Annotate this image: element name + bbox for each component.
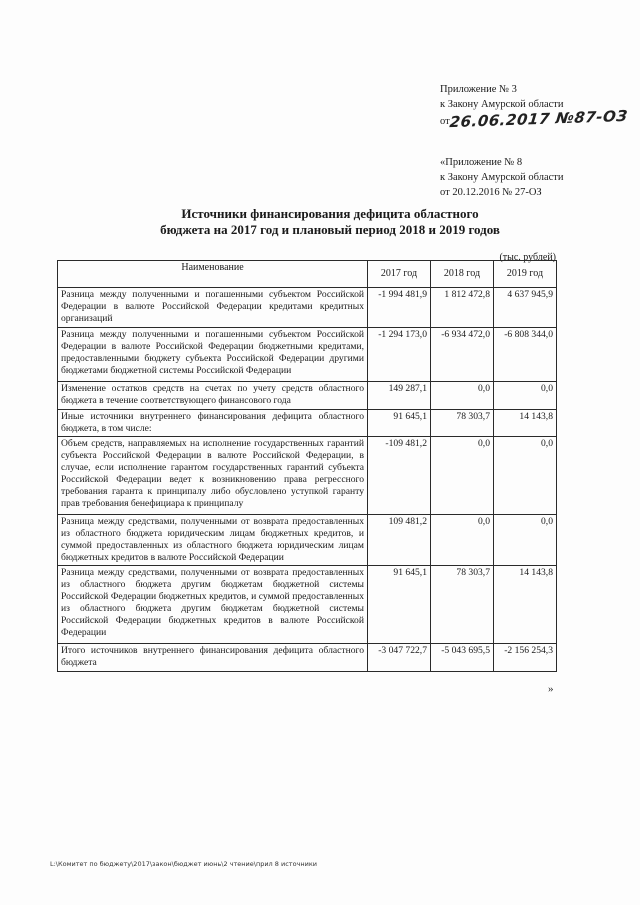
row-name: Разница между полученными и погашенными субъектом Российской Федерации в валюте Российской Федерации бюджетными кредитами, предоставленными бюджету субъекта Российской Федерации другими бюджетами бюджетной системы Российской Федерации	[58, 328, 368, 382]
row-2018: 0,0	[431, 382, 494, 410]
title-line-2: бюджета на 2017 год и плановый период 2018 и 2019 годов	[160, 222, 500, 237]
row-2018: 78 303,7	[431, 410, 494, 437]
row-2018: -5 043 695,5	[431, 644, 494, 672]
row-2018: 0,0	[431, 437, 494, 515]
row-2019: 0,0	[494, 382, 557, 410]
appendix-number: Приложение № 3	[440, 84, 517, 95]
row-2019: 14 143,8	[494, 566, 557, 644]
table-row	[58, 382, 557, 410]
header-2017: 2017 год	[368, 261, 431, 288]
row-2017: -1 294 173,0	[368, 328, 431, 382]
previous-law-date: от 20.12.2016 № 27-ОЗ	[440, 187, 542, 198]
table-row	[58, 437, 557, 515]
header-2019: 2019 год	[494, 261, 557, 288]
law-reference: к Закону Амурской области	[440, 99, 564, 110]
row-2018: 0,0	[431, 515, 494, 566]
financing-sources-table	[57, 260, 557, 672]
row-2018: -6 934 472,0	[431, 328, 494, 382]
table-row	[58, 566, 557, 644]
row-2017: 91 645,1	[368, 566, 431, 644]
row-2017: -3 047 722,7	[368, 644, 431, 672]
row-2019: 4 637 945,9	[494, 288, 557, 328]
row-2019: 14 143,8	[494, 410, 557, 437]
document-title	[100, 206, 560, 238]
row-2017: -109 481,2	[368, 437, 431, 515]
row-name: Разница между средствами, полученными от возврата предоставленных из областного бюджета юридическим лицам бюджетных кредитов, и суммой предоставленных из областного бюджета юридическим лицам бюджетных кредитов в валюте Российской Федерации	[58, 515, 368, 566]
row-2017: 149 287,1	[368, 382, 431, 410]
row-2019: -2 156 254,3	[494, 644, 557, 672]
handwritten-date-number: 26.06.2017 №87-ОЗ	[448, 106, 629, 132]
appendix-header	[440, 82, 630, 200]
table-row	[58, 328, 557, 382]
row-name: Изменение остатков средств на счетах по учету средств областного бюджета в течение соответствующего финансового года	[58, 382, 368, 410]
row-2018: 1 812 472,8	[431, 288, 494, 328]
date-prefix: от	[440, 116, 450, 127]
table-row-total	[58, 644, 557, 672]
header-2018: 2018 год	[431, 261, 494, 288]
table-row	[58, 515, 557, 566]
row-name: Разница между полученными и погашенными субъектом Российской Федерации в валюте Российской Федерации кредитами кредитных организаций	[58, 288, 368, 328]
row-2017: 91 645,1	[368, 410, 431, 437]
table-header-row	[58, 261, 557, 288]
row-2018: 78 303,7	[431, 566, 494, 644]
row-2019: 0,0	[494, 437, 557, 515]
row-2017: 109 481,2	[368, 515, 431, 566]
table-row	[58, 288, 557, 328]
law-date-line	[440, 106, 630, 132]
row-name: Объем средств, направляемых на исполнение государственных гарантий субъекта Российской Федерации в валюте Российской Федерации, в случае, если исполнение гарантом государственных гарантий субъекта Российской Федерации ведет к возникновению права регрессного требования гаранта к принципалу либо обусловлено уступкой гаранту прав требования бенефициара к принципалу	[58, 437, 368, 515]
row-name: Разница между средствами, полученными от возврата предоставленных из областного бюджета другим бюджетам бюджетной системы Российской Федерации бюджетных кредитов, и суммой предоставленных из областного бюджета другим бюджетам бюджетной системы Российской Федерации бюджетных кредитов в валюте Российской Федерации	[58, 566, 368, 644]
row-2019: -6 808 344,0	[494, 328, 557, 382]
title-line-1: Источники финансирования дефицита областного	[181, 206, 479, 221]
file-path-footer: L:\Комитет по бюджету\2017\закон\бюджет июнь\2 чтение\прил 8 источники	[50, 860, 318, 868]
row-name: Итого источников внутреннего финансирования дефицита областного бюджета	[58, 644, 368, 672]
closing-quote: »	[548, 683, 554, 695]
row-2017: -1 994 481,9	[368, 288, 431, 328]
units-label: (тыс. рублей)	[499, 252, 556, 263]
row-name: Иные источники внутреннего финансирования дефицита областного бюджета, в том числе:	[58, 410, 368, 437]
header-name: Наименование	[58, 261, 368, 288]
row-2019: 0,0	[494, 515, 557, 566]
table-row	[58, 410, 557, 437]
previous-law-reference: к Закону Амурской области	[440, 172, 564, 183]
previous-appendix-number: «Приложение № 8	[440, 157, 523, 168]
